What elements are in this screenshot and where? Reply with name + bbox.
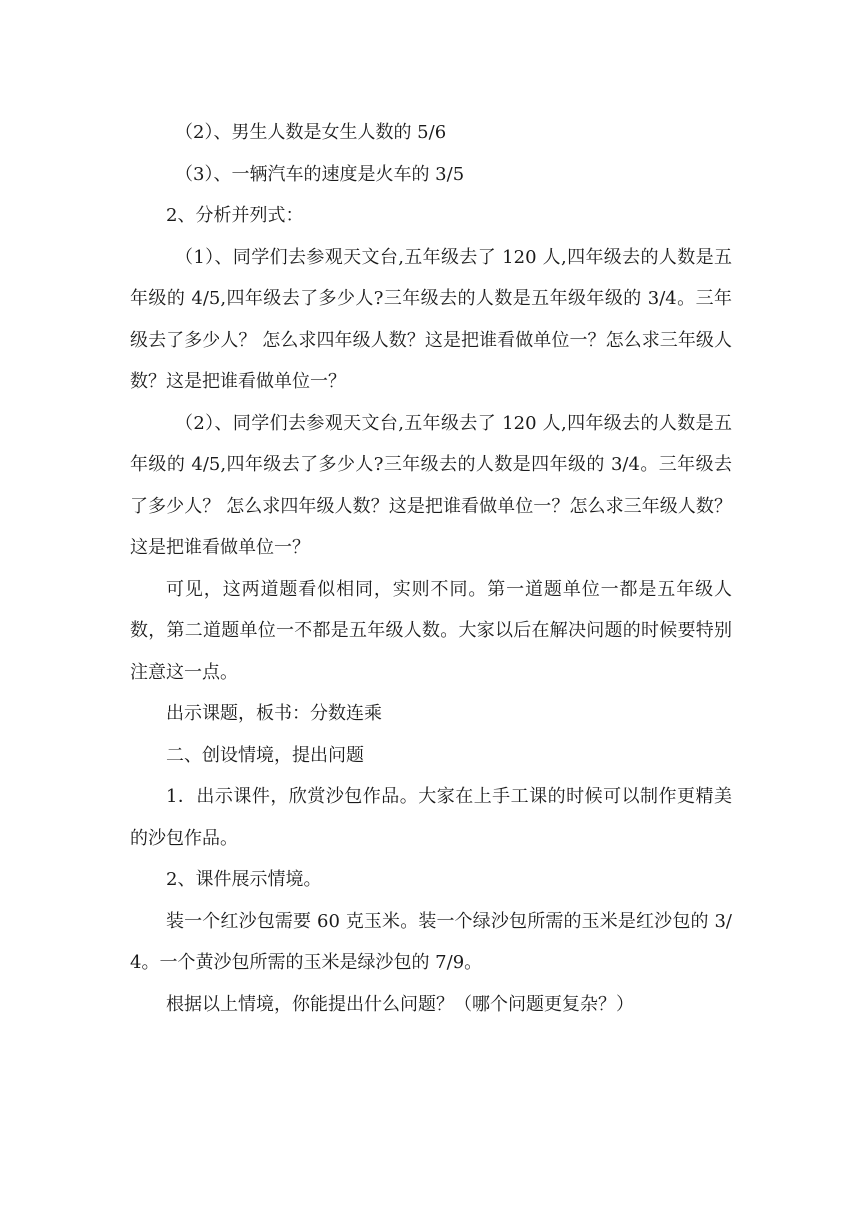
document-body — [130, 112, 732, 1025]
paragraph: 2、分析并列式： — [166, 205, 304, 226]
section-heading: 二、创设情境，提出问题 — [166, 744, 364, 766]
paragraph: 2、课件展示情境。 — [166, 869, 322, 890]
paragraph: 可见，这两道题看似相同，实则不同。第一道题单位一都是五年级人数，第二道题单位一不都是五年级人数。大家以后在解决问题的时候要特别注意这一点。 — [130, 578, 732, 683]
paragraph: （2）、男生人数是女生人数的 5/6 — [175, 122, 447, 143]
paragraph: 1．出示课件，欣赏沙包作品。大家在上手工课的时候可以制作更精美的沙包作品。 — [130, 786, 732, 849]
paragraph: 根据以上情境，你能提出什么问题？（哪个问题更复杂？） — [166, 993, 634, 1015]
paragraph: （2）、同学们去参观天文台,五年级去了 120 人,四年级去的人数是五年级的 4/5,四年级去了多少人?三年级去的人数是四年级的 3/4。三年级去了多少人？ 怎么求四年级人数？这是把谁看做单位一？怎么求三年级人数？这是把谁看做单位一？ — [130, 412, 732, 558]
paragraph: 出示课题，板书：分数连乘 — [166, 703, 382, 724]
paragraph: 装一个红沙包需要 60 克玉米。装一个绿沙包所需的玉米是红沙包的 3/4。一个黄沙包所需的玉米是绿沙包的 7/9。 — [130, 910, 732, 973]
paragraph: （3）、一辆汽车的速度是火车的 3/5 — [175, 163, 465, 185]
paragraph: （1）、同学们去参观天文台,五年级去了 120 人,四年级去的人数是五年级的 4/5,四年级去了多少人?三年级去的人数是五年级年级的 3/4。三年级去了多少人？ 怎么求四年级人数？这是把谁看做单位一？怎么求三年级人数？这是把谁看做单位一？ — [130, 246, 732, 392]
